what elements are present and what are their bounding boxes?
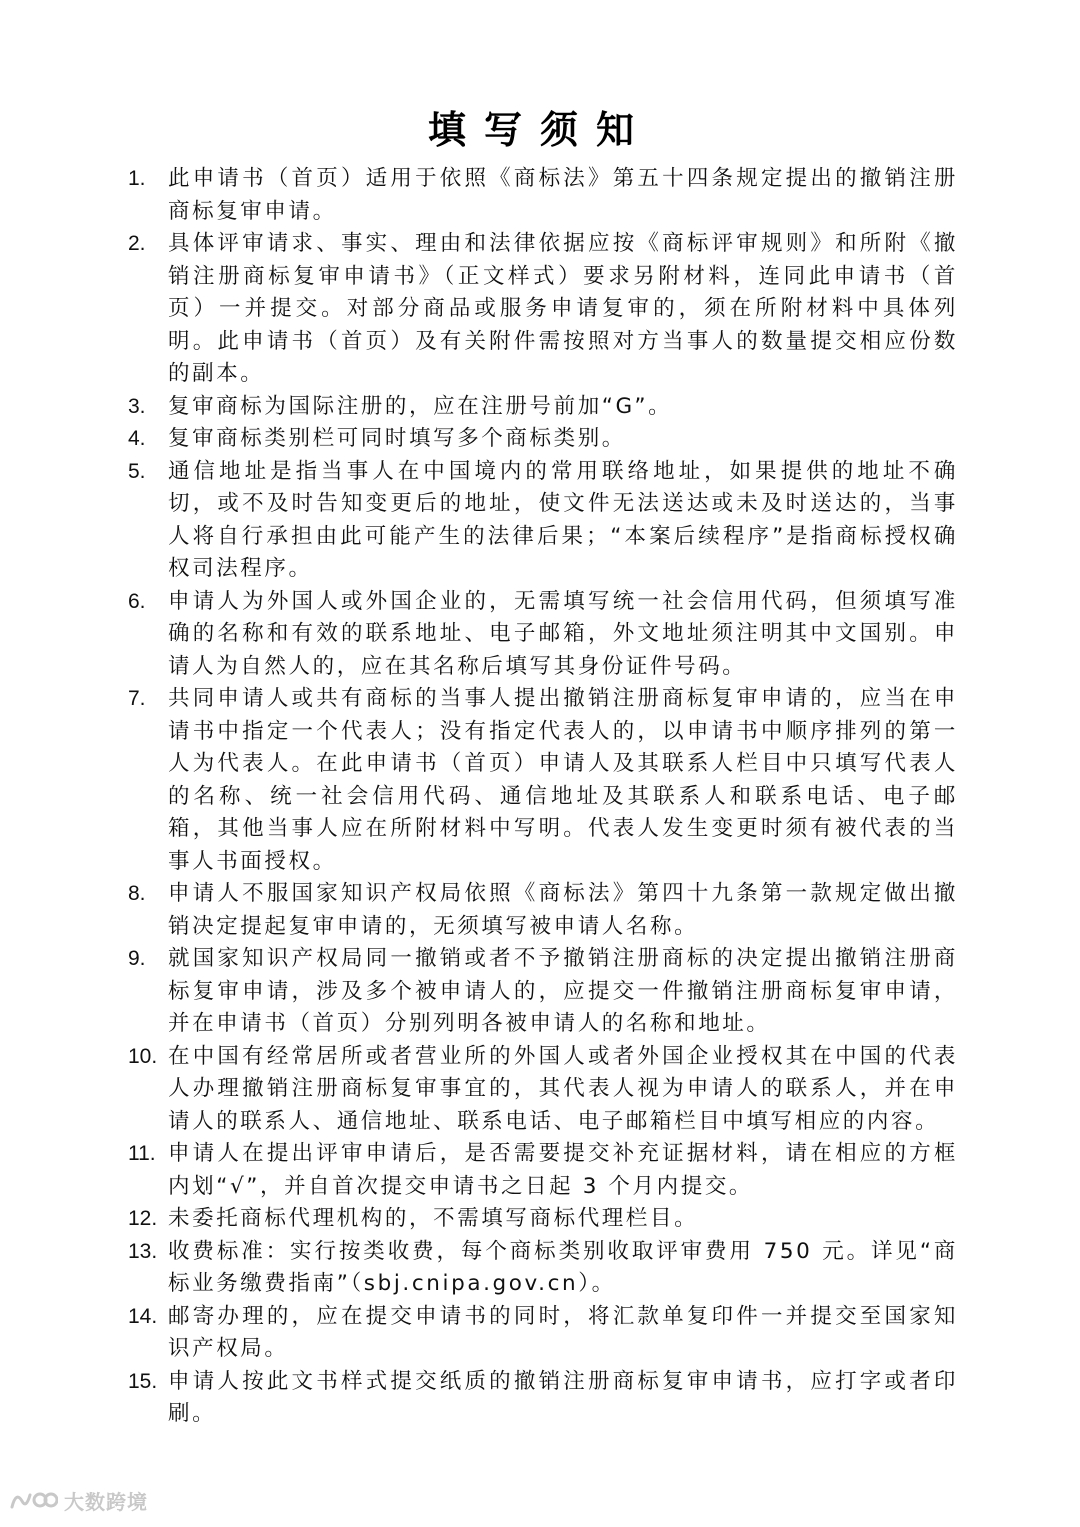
- item-text: 此申请书（首页）适用于依照《商标法》第五十四条规定提出的撤销注册商标复审申请。: [168, 166, 958, 224]
- item-text: 未委托商标代理机构的，不需填写商标代理栏目。: [168, 1206, 699, 1231]
- watermark: [10, 1484, 148, 1516]
- item-text: 通信地址是指当事人在中国境内的常用联络地址，如果提供的地址不确切，或不及时告知变更后的地址，使文件无法送达或未及时送达的，当事人将自行承担由此可能产生的法律后果；“本案后续程序”是指商标授权确权司法程序。: [168, 458, 958, 581]
- item-number: 14.: [128, 1304, 158, 1328]
- notice-item: [128, 391, 958, 424]
- item-number: 5.: [128, 459, 146, 483]
- notice-item: [128, 456, 958, 586]
- item-number: 2.: [128, 232, 146, 255]
- item-text: 共同申请人或共有商标的当事人提出撤销注册商标复审申请的，应当在申请书中指定一个代表人；没有指定代表人的，以申请书中顺序排列的第一人为代表人。在此申请书（首页）申请人及其联系人栏目中只填写代表人的名称、统一社会信用代码、通信地址及其联系人和联系电话、电子邮箱，其他当事人应在所附材料中写明。代表人发生变更时须有被代表的当事人书面授权。: [168, 686, 958, 874]
- notice-item: [128, 943, 958, 1041]
- page-title: 填写须知: [427, 108, 652, 152]
- item-number: 10.: [128, 1044, 158, 1068]
- notice-item: [128, 586, 958, 684]
- item-text: 复审商标为国际注册的，应在注册号前加“G”。: [168, 393, 673, 419]
- item-text: 复审商标类别栏可同时填写多个商标类别。: [168, 426, 626, 451]
- item-number: 15.: [128, 1369, 158, 1393]
- notice-item: [128, 228, 958, 391]
- notice-item: [128, 1236, 958, 1301]
- item-text: 申请人在提出评审申请后，是否需要提交补充证据材料，请在相应的方框内划“√”，并自首次提交申请书之日起 3 个月内提交。: [168, 1141, 958, 1199]
- item-number: 13.: [128, 1239, 158, 1263]
- notice-item: [128, 423, 958, 456]
- notice-item: [128, 683, 958, 878]
- notice-item: [128, 1366, 958, 1431]
- item-number: 4.: [128, 427, 146, 450]
- item-text: 收费标准：实行按类收费，每个商标类别收取评审费用 750 元。详见“商标业务缴费指南”（sbj.cnipa.gov.cn）。: [168, 1238, 958, 1296]
- item-number: 11.: [128, 1142, 156, 1165]
- item-number: 6.: [128, 589, 146, 613]
- notice-item: [128, 163, 958, 228]
- item-text: 申请人不服国家知识产权局依照《商标法》第四十九条第一款规定做出撤销决定提起复审申请的，无须填写被申请人名称。: [168, 881, 958, 939]
- watermark-text: 大数跨境: [64, 1489, 148, 1514]
- item-number: 7.: [128, 687, 146, 710]
- item-text: 申请人为外国人或外国企业的，无需填写统一社会信用代码，但须填写准确的名称和有效的联系地址、电子邮箱，外文地址须注明其中文国别。申请人为自然人的，应在其名称后填写其身份证件号码。: [168, 588, 958, 679]
- notice-list: [128, 163, 958, 1431]
- item-number: 9.: [128, 947, 146, 970]
- notice-item: [128, 1301, 958, 1366]
- item-number: 1.: [128, 167, 146, 190]
- notice-item: [128, 1138, 958, 1203]
- item-text: 邮寄办理的，应在提交申请书的同时，将汇款单复印件一并提交至国家知识产权局。: [168, 1303, 958, 1361]
- item-text: 在中国有经常居所或者营业所的外国人或者外国企业授权其在中国的代表人办理撤销注册商标复审事宜的，其代表人视为申请人的联系人，并在申请人的联系人、通信地址、联系电话、电子邮箱栏目中填写相应的内容。: [168, 1043, 958, 1134]
- item-text: 具体评审请求、事实、理由和法律依据应按《商标评审规则》和所附《撤销注册商标复审申请书》（正文样式）要求另附材料，连同此申请书（首页）一并提交。对部分商品或服务申请复审的，须在所附材料中具体列明。此申请书（首页）及有关附件需按照对方当事人的数量提交相应份数的副本。: [168, 231, 958, 386]
- item-number: 3.: [128, 394, 146, 418]
- item-text: 就国家知识产权局同一撤销或者不予撤销注册商标的决定提出撤销注册商标复审申请，涉及多个被申请人的，应提交一件撤销注册商标复审申请，并在申请书（首页）分别列明各被申请人的名称和地址。: [168, 946, 958, 1036]
- item-number: 8.: [128, 882, 146, 905]
- notice-item: [128, 1203, 958, 1236]
- item-text: 申请人按此文书样式提交纸质的撤销注册商标复审申请书，应打字或者印刷。: [168, 1368, 958, 1426]
- item-number: 12.: [128, 1207, 158, 1230]
- notice-item: [128, 878, 958, 943]
- logo-icon: [10, 1487, 58, 1513]
- notice-item: [128, 1041, 958, 1139]
